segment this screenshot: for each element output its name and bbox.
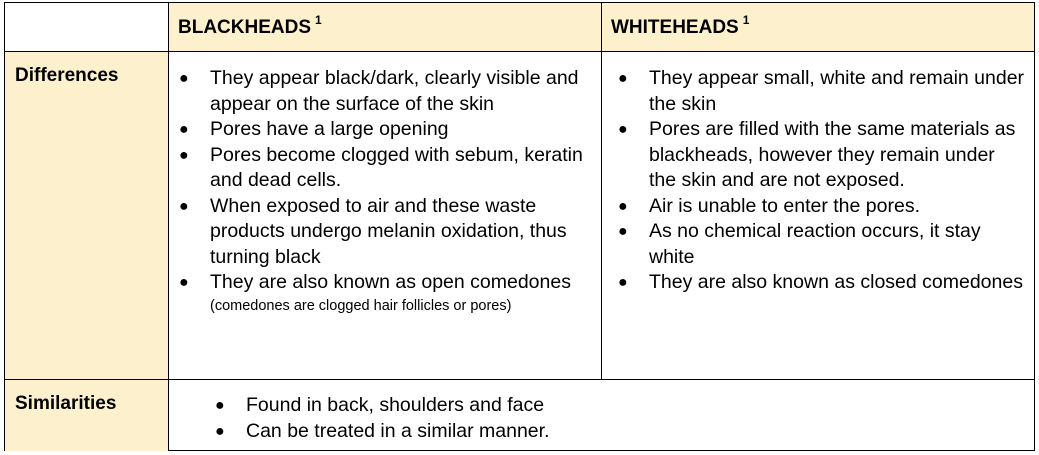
list-item: ● Can be treated in a similar manner. bbox=[215, 419, 550, 442]
differences-blackheads-cell bbox=[168, 51, 601, 379]
header-whiteheads-cell bbox=[601, 3, 1034, 51]
column-divider bbox=[168, 3, 169, 450]
column-divider bbox=[601, 3, 602, 379]
differences-label-cell bbox=[5, 51, 168, 379]
differences-whiteheads-cell bbox=[601, 51, 1034, 379]
list-item: ● Pores have a large opening bbox=[179, 118, 449, 140]
blackheads-list bbox=[174, 66, 594, 316]
row-divider bbox=[5, 379, 1034, 380]
comedones-note: (comedones are clogged hair follicles or pores) bbox=[210, 297, 512, 314]
list-item: ● They are also known as open comedones (comedones are clogged hair follicles or pores) bbox=[174, 270, 594, 316]
similarities-cell bbox=[168, 379, 1034, 451]
header-blackheads-cell bbox=[168, 3, 601, 51]
row-divider bbox=[5, 51, 1034, 52]
similarities-label-cell bbox=[5, 379, 168, 451]
comparison-table bbox=[4, 2, 1035, 451]
differences-label: Differences bbox=[15, 65, 119, 86]
list-item: ● As no chemical reaction occurs, it stay white bbox=[618, 220, 981, 268]
list-item: ● Found in back, shoulders and face bbox=[215, 394, 545, 416]
blackheads-footnote-ref: 1 bbox=[315, 13, 322, 27]
blackheads-heading: BLACKHEADS $^1$ bbox=[178, 13, 322, 38]
whiteheads-list bbox=[613, 66, 1025, 296]
list-item: ● Air is unable to enter the pores. bbox=[618, 194, 920, 217]
list-item: ● Pores are filled with the same materials as blackheads, however they remain under the skin and are not exposed. bbox=[618, 118, 1016, 191]
header-row bbox=[5, 3, 1034, 51]
list-item: ● They appear black/dark, clearly visible and appear on the surface of the skin bbox=[179, 67, 579, 115]
whiteheads-footnote-ref: 1 bbox=[742, 13, 750, 27]
whiteheads-heading: WHITEHEADS $^1$ bbox=[611, 13, 750, 38]
similarities-label: Similarities bbox=[15, 393, 117, 414]
differences-row bbox=[5, 51, 1034, 379]
list-item: ● They appear small, white and remain under the skin bbox=[618, 67, 1025, 115]
similarities-row bbox=[5, 379, 1034, 451]
list-item: ● They are also known as closed comedones bbox=[618, 271, 1023, 293]
list-item: ● Pores become clogged with sebum, keratin and dead cells. bbox=[179, 143, 583, 191]
header-empty-cell bbox=[5, 3, 168, 51]
list-item: ● When exposed to air and these waste products undergo melanin oxidation, thus turning black bbox=[179, 194, 567, 268]
similarities-list bbox=[210, 393, 910, 444]
